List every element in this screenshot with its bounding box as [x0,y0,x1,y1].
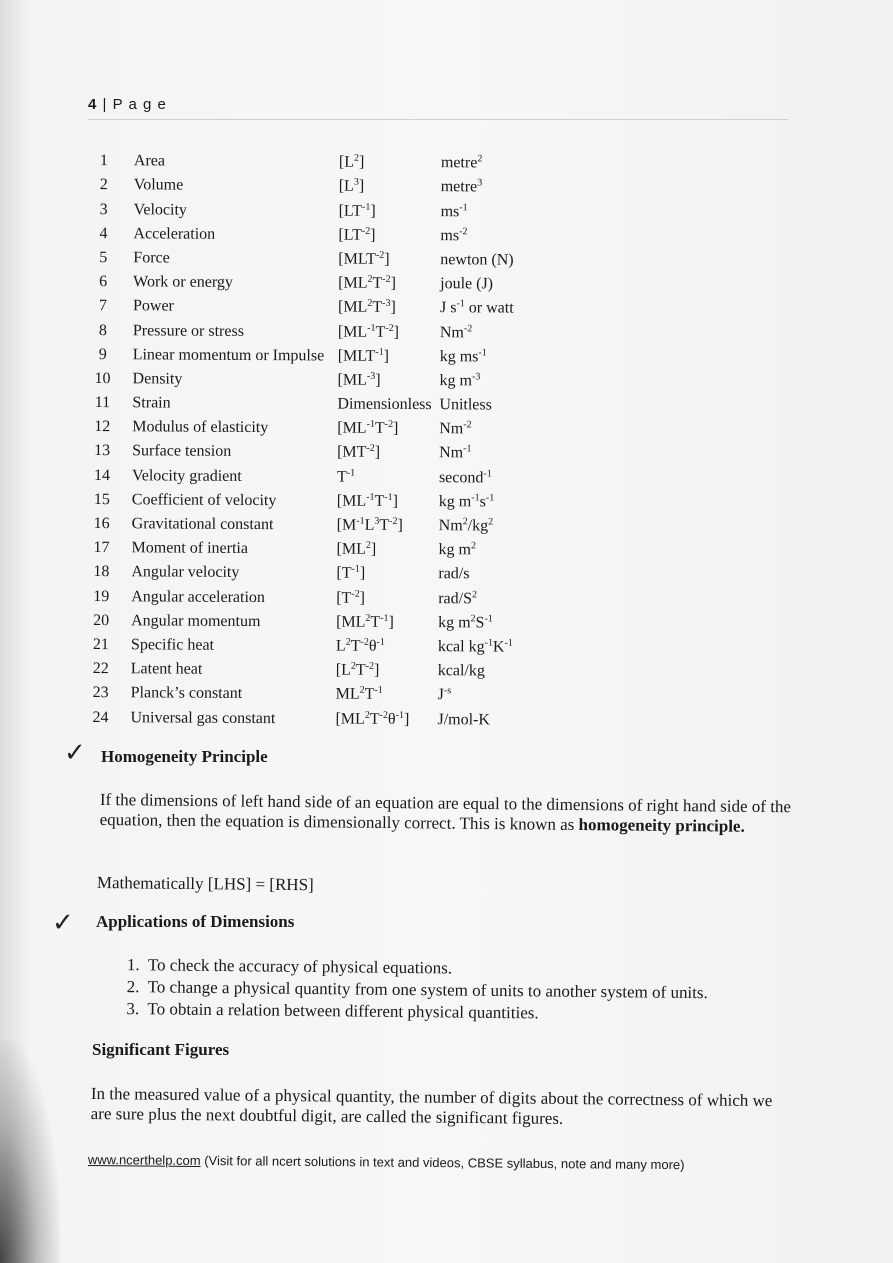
applications-list [117,954,708,1026]
dimension-formula: $ML^2T^{-1}$ [335,684,383,704]
si-unit: J $s^{-1}$ or watt [439,298,514,317]
table-row [86,170,561,197]
quantity-name: Linear momentum or Impulse [132,345,325,365]
quantity-name: Work or energy [133,273,233,292]
quantity-name: Velocity gradient [131,466,242,485]
dimension-formula: $[MLT^{-2}]$ [338,249,390,268]
table-row [86,194,561,221]
quantity-name: Pressure or stress [132,321,245,340]
si-unit: Unitless [439,396,492,414]
dimensions-table [82,146,561,729]
check-mark-icon: ✓ [52,908,74,938]
dimension-formula: $[ML^{-3}]$ [337,370,381,389]
table-row [84,436,559,463]
table-row [83,557,558,584]
dimension-formula: $[ML^2T^{-3}]$ [337,298,396,317]
quantity-name: Angular acceleration [131,587,266,606]
significant-paragraph: In the measured value of a physical quantity, the number of digits about the correctness of which we are sure plus the next doubtful digit, are called the significant figures. [90,1084,773,1128]
dimension-formula: $[LT^{-2}]$ [338,225,376,244]
dimension-formula: $T^{-1}$ [336,467,356,486]
table-row [85,219,560,246]
header-divider [88,119,788,120]
row-number: 1 [99,152,108,170]
row-number: 15 [93,490,110,508]
quantity-name: Specific heat [130,636,215,654]
dimension-formula: $L^2T^{-2}\theta^{-1}$ [335,636,385,655]
dimension-formula: $[ML^2]$ [336,539,377,558]
page-number: 4 [88,96,98,113]
quantity-name: Angular momentum [131,612,261,630]
dimension-formula: $[ML^2T^{-2}]$ [338,273,396,293]
table-row [85,267,560,294]
quantity-name: Volume [133,176,184,194]
si-unit: kg $ms^{-1}$ [439,347,487,366]
table-row [83,678,558,705]
si-unit: kcal $kg^{-1}K^{-1}$ [437,637,513,656]
table-row [84,412,559,439]
si-unit: kg $m^{-1}s^{-1}$ [438,492,495,511]
si-unit: rad/$S^2$ [438,588,478,607]
si-unit: $Nm^{-1}$ [439,443,472,462]
quantity-name: Power [132,297,174,315]
row-number: 16 [93,515,110,533]
dimensions-table-body [82,146,561,729]
dimension-formula: $[ML^{-1}T^{-2}]$ [337,322,400,341]
dimension-formula: $[MT^{-2}]$ [337,443,381,462]
dimension-formula: $[L^3]$ [338,177,365,196]
row-number: 7 [98,297,108,315]
homogeneity-paragraph: If the dimensions of left hand side of an equation are equal to the dimensions of right hand side of the equation, then the equation is dimensionally correct. This is known as homogeneity principle. [99,790,792,836]
table-row [83,581,558,608]
table-row [84,509,559,536]
dimension-formula: $[ML^2T^{-2}\theta^{-1}]$ [335,709,410,728]
row-number: 3 [99,200,108,218]
check-mark-icon: ✓ [64,738,86,768]
list-item: 1. To check the accuracy of physical equations. [144,954,708,982]
page-label: P a g e [112,96,167,113]
table-row [84,460,559,487]
table-row [83,630,558,657]
dimension-formula: $[ML^{-1}T^{-1}]$ [336,491,399,510]
row-number: 17 [93,539,110,557]
homogeneity-math: Mathematically [LHS] = [RHS] [96,873,314,895]
si-unit: newton (N) [440,251,514,269]
table-row [84,485,559,512]
si-unit: kcal/kg [437,662,485,680]
table-row [85,291,560,318]
scan-shadow [0,1040,60,1263]
quantity-name: Moment of inertia [131,539,249,558]
significant-heading: Significant Figures [92,1040,230,1059]
footer-link[interactable]: www.ncerthelp.com [87,1152,201,1168]
table-row [84,388,559,415]
si-unit: $ms^{-1}$ [440,201,468,220]
row-number: 23 [92,684,109,702]
table-row [85,243,560,270]
quantity-name: Velocity [133,200,187,219]
row-number: 19 [93,587,110,605]
si-unit: kg $m^2S^{-1}$ [438,613,493,632]
si-unit: $J^{-s}$ [437,685,452,704]
row-number: 2 [99,176,108,194]
si-unit: kg $m^2$ [438,540,477,559]
dimension-formula: $[LT^{-1}]$ [338,201,376,220]
si-unit: $Nm^{-2}$ [439,419,472,438]
table-row [82,702,557,729]
applications-heading: Applications of Dimensions [96,912,295,931]
dimension-formula: $[L^2T^{-2}]$ [335,660,380,679]
si-unit: kg $m^{-3}$ [439,371,481,390]
dimension-formula: $[ML^2T^{-1}]$ [336,612,394,631]
row-number: 14 [93,466,111,484]
si-unit: $Nm^{-2}$ [439,322,473,341]
list-item: 3. To obtain a relation between different physical quantities. [143,998,707,1026]
homogeneity-heading: Homogeneity Principle [101,747,268,766]
table-row [85,364,560,391]
row-number: 24 [92,708,109,726]
si-unit: rad/s [438,565,470,583]
quantity-name: Angular velocity [131,563,240,582]
dimension-formula: Dimensionless [337,395,432,414]
table-row [86,146,561,173]
row-number: 8 [98,321,107,339]
footer-note: (Visit for all ncert solutions in text and videos, CBSE syllabus, note and many more) [200,1152,685,1173]
quantity-name: Gravitational constant [131,515,274,534]
row-number: 13 [94,442,111,460]
page-header: 4 | P a g e [88,96,167,113]
si-unit: joule (J) [440,275,494,293]
quantity-name: Universal gas constant [130,708,276,727]
quantity-name: Area [133,152,166,170]
quantity-name: Surface tension [132,442,232,461]
quantity-name: Modulus of elasticity [132,418,269,437]
quantity-name: Force [133,249,170,267]
row-number: 9 [98,345,107,363]
row-number: 12 [94,418,111,436]
table-row [85,315,560,342]
homogeneity-term: homogeneity principle. [578,815,745,836]
list-item: 2. To change a physical quantity from one system of units to another system of units. [144,976,708,1004]
table-row [83,654,558,681]
table-row [85,339,560,366]
dimension-formula: $[MLT^{-1}]$ [337,346,390,365]
row-number: 5 [99,249,108,267]
quantity-name: Planck’s constant [130,684,243,703]
si-unit: $Nm^2/kg^2$ [438,516,494,535]
row-number: 11 [94,394,111,412]
dimension-formula: $[T^{-2}]$ [336,588,366,607]
row-number: 6 [99,273,108,291]
row-number: 10 [94,369,111,388]
row-number: 20 [93,611,110,629]
si-unit: metre$^2$ [440,153,483,172]
quantity-name: Coefficient of velocity [131,491,277,509]
row-number: 18 [93,563,110,581]
row-number: 21 [92,635,110,654]
dimension-formula: $[M^{-1}L^3T^{-2}]$ [336,515,403,534]
si-unit: metre$^3$ [440,177,483,196]
si-unit: $ms^{-2}$ [440,226,468,245]
quantity-name: Density [132,370,183,388]
dimension-formula: $[L^2]$ [338,152,365,171]
quantity-name: Latent heat [130,660,203,678]
table-row [83,606,558,633]
dimension-formula: $[ML^{-1}T^{-2}]$ [337,418,399,438]
table-row [83,533,558,560]
row-number: 22 [92,660,109,678]
dimension-formula: $[T^{-1}]$ [336,564,366,583]
quantity-name: Strain [132,394,171,412]
row-number: 4 [99,224,108,242]
si-unit: second$^{-1}$ [438,468,492,487]
quantity-name: Acceleration [133,225,216,243]
si-unit: J/mol-K [437,710,491,728]
